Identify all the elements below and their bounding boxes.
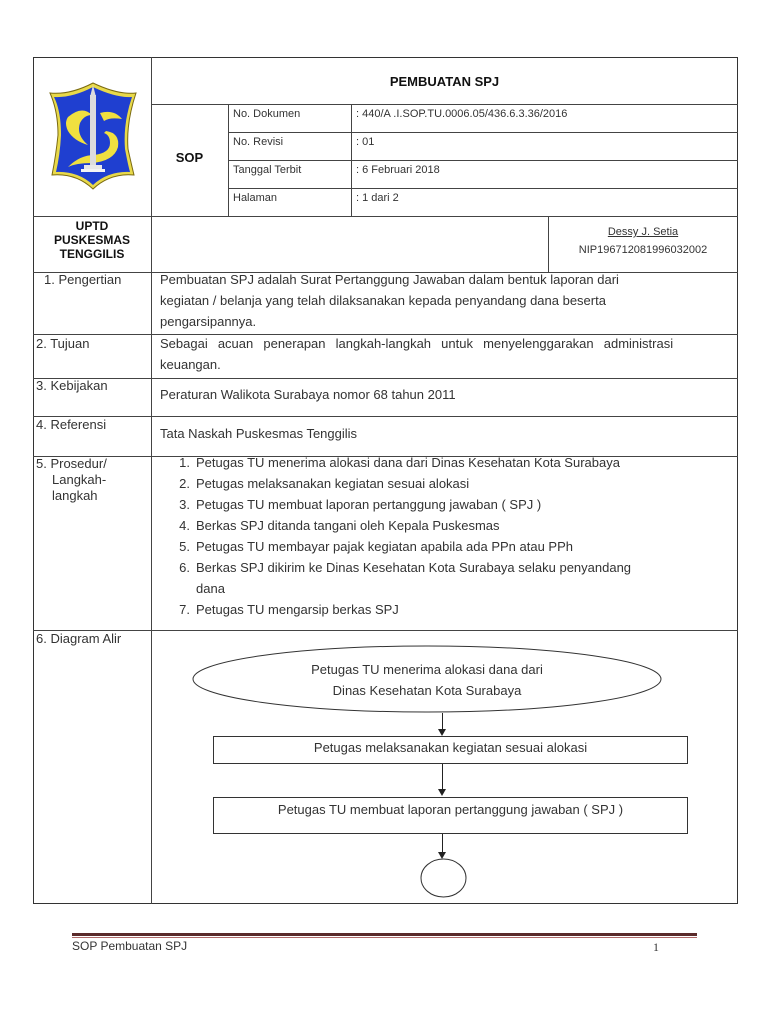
section-label-kebijakan: 3. Kebijakan	[36, 378, 108, 393]
divider	[33, 378, 738, 379]
procedure-step	[160, 599, 732, 620]
divider	[151, 104, 738, 105]
circle-connector-icon	[420, 858, 467, 898]
flow-connector-circle	[420, 858, 467, 898]
field-label-tanggal-terbit: Tanggal Terbit	[233, 164, 302, 176]
divider	[33, 216, 738, 217]
step-number: 1.	[179, 455, 190, 470]
divider	[228, 132, 738, 133]
step-number: 5.	[179, 539, 190, 554]
organization-name	[33, 219, 151, 261]
field-value-tanggal-terbit: : 6 Februari 2018	[356, 164, 440, 176]
field-value-halaman: : 1 dari 2	[356, 192, 399, 204]
flow-start-text: Dinas Kesehatan Kota Surabaya	[332, 683, 522, 698]
step-text: Petugas TU membuat laporan pertanggung jawaban ( SPJ )	[196, 497, 542, 512]
footer-rule	[72, 937, 697, 938]
org-line: TENGGILIS	[59, 247, 125, 261]
procedure-step	[160, 452, 732, 473]
step-text-continued: dana	[196, 581, 225, 596]
field-value-no-dokumen: : 440/A .I.SOP.TU.0006.05/436.6.3.36/2016	[356, 108, 568, 120]
divider	[151, 272, 152, 904]
signatory-nip: NIP196712081996032002	[578, 244, 708, 256]
footer-rule	[72, 933, 697, 936]
text-line: keuangan.	[160, 357, 221, 372]
field-label-halaman: Halaman	[233, 192, 278, 204]
procedure-step	[160, 473, 732, 494]
kebijakan-text: Peraturan Walikota Surabaya nomor 68 tahun 2011	[160, 387, 456, 402]
referensi-text: Tata Naskah Puskesmas Tenggilis	[160, 426, 358, 441]
step-number: 3.	[179, 497, 190, 512]
divider	[228, 188, 738, 189]
procedure-step	[160, 557, 732, 599]
arrow-down-icon	[438, 789, 446, 796]
divider	[228, 104, 229, 216]
step-text: Petugas melaksanakan kegiatan sesuai alokasi	[196, 476, 470, 491]
label-line: langkah	[52, 488, 98, 503]
justified-line: Sebagai acuan penerapan langkah-langkah untuk menyelenggarakan administrasi	[160, 336, 674, 351]
arrow-down-icon	[438, 729, 446, 736]
text-line	[160, 333, 730, 354]
step-text: Petugas TU menerima alokasi dana dari Dinas Kesehatan Kota Surabaya	[196, 455, 620, 470]
org-line: PUSKESMAS	[53, 233, 130, 247]
procedure-steps	[160, 452, 732, 620]
procedure-step	[160, 515, 732, 536]
ellipse-shape-icon	[192, 645, 662, 713]
field-label-no-dokumen: No. Dokumen	[233, 108, 301, 120]
text-line: kegiatan / belanja yang telah dilaksanakan kepada penyandang dana beserta	[160, 293, 606, 308]
flow-arrow	[442, 834, 443, 853]
section-label-tujuan: 2. Tujuan	[36, 336, 90, 351]
flow-step-box	[213, 797, 688, 834]
flow-arrow	[442, 764, 443, 790]
section-label-diagram: 6. Diagram Alir	[36, 631, 122, 646]
document-title: PEMBUATAN SPJ	[389, 74, 500, 89]
step-number: 6.	[179, 560, 190, 575]
flow-step-box	[213, 736, 688, 764]
flow-start-ellipse	[192, 645, 662, 713]
procedure-step	[160, 536, 732, 557]
step-text: Petugas TU mengarsip berkas SPJ	[196, 602, 399, 617]
step-text: Petugas TU membayar pajak kegiatan apabila ada PPn atau PPh	[196, 539, 573, 554]
tujuan-text	[160, 333, 730, 375]
footer-document-name: SOP Pembuatan SPJ	[72, 939, 188, 953]
divider	[351, 104, 352, 216]
divider	[33, 416, 738, 417]
section-label-prosedur	[36, 456, 107, 504]
flow-step-text: Petugas TU membuat laporan pertanggung jawaban ( SPJ )	[277, 802, 624, 817]
field-label-no-revisi: No. Revisi	[233, 136, 284, 148]
step-text: Berkas SPJ ditanda tangani oleh Kepala Puskesmas	[196, 518, 500, 533]
pengertian-text	[160, 269, 732, 332]
divider	[228, 160, 738, 161]
text-line: Pembuatan SPJ adalah Surat Pertanggung Jawaban dalam bentuk laporan dari	[160, 272, 619, 287]
flow-arrow	[442, 713, 443, 730]
flow-step-text: Petugas melaksanakan kegiatan sesuai alokasi	[313, 740, 588, 755]
city-crest-logo	[48, 75, 138, 195]
sop-label: SOP	[175, 150, 204, 165]
flow-start-text: Petugas TU menerima alokasi dana dari	[311, 662, 543, 677]
label-line: 5. Prosedur/	[36, 456, 107, 471]
text-line: pengarsipannya.	[160, 314, 257, 329]
footer-page-number: 1	[653, 940, 659, 954]
step-number: 4.	[179, 518, 190, 533]
step-text: Berkas SPJ dikirim ke Dinas Kesehatan Kota Surabaya selaku penyandang	[196, 560, 632, 575]
signatory-name: Dessy J. Setia	[607, 226, 679, 238]
divider	[33, 630, 738, 631]
step-number: 2.	[179, 476, 190, 491]
surabaya-crest-icon	[48, 75, 138, 195]
org-line: UPTD	[75, 219, 109, 233]
section-label-pengertian: 1. Pengertian	[44, 272, 122, 287]
label-line: Langkah-	[52, 472, 107, 487]
procedure-step	[160, 494, 732, 515]
step-number: 7.	[179, 602, 190, 617]
section-label-referensi: 4. Referensi	[36, 417, 107, 432]
field-value-no-revisi: : 01	[356, 136, 375, 148]
